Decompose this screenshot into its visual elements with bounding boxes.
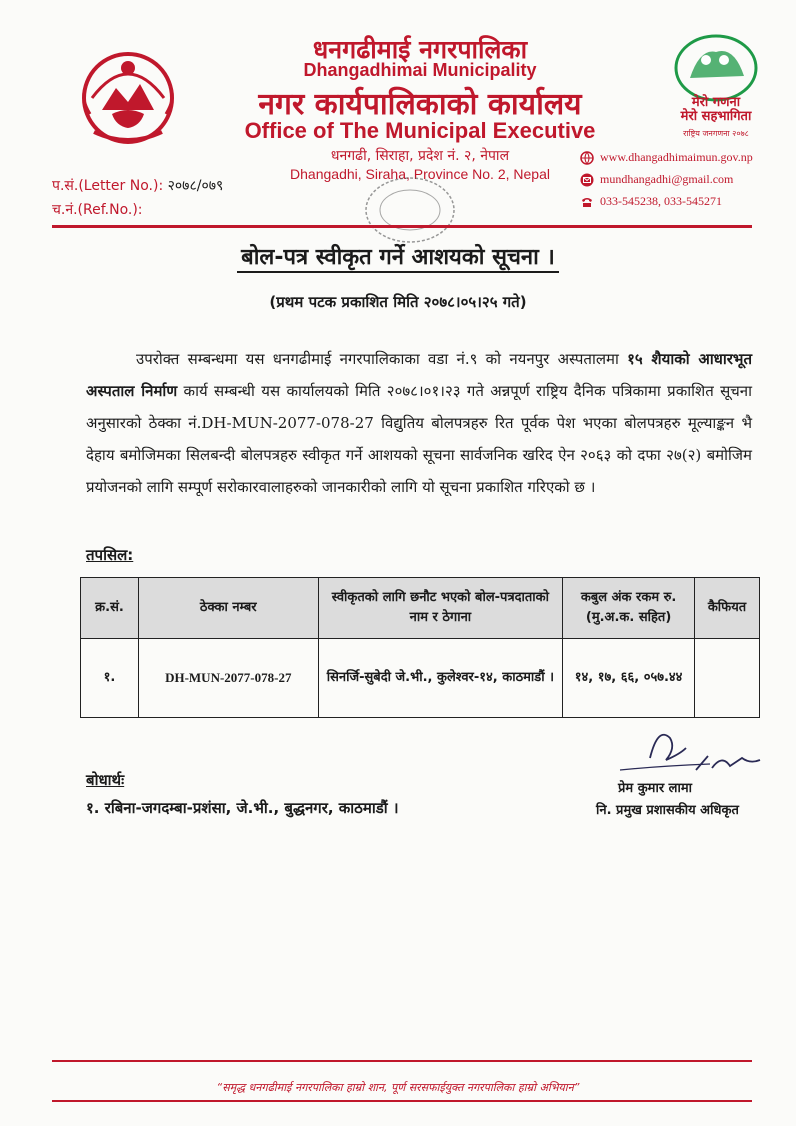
notice-body <box>86 343 752 503</box>
award-table <box>80 577 760 718</box>
office-name-np: नगर कार्यपालिकाको कार्यालय <box>258 87 582 122</box>
address-np: धनगढी, सिराहा, प्रदेश नं. २, नेपाल <box>330 148 510 164</box>
slogan-line-3: राष्ट्रिय जनगणना २०७८ <box>683 129 749 138</box>
col-header-sn: क्र.सं. <box>81 578 139 639</box>
col-header-amount: कबुल अंक रकम रु. (मु.अ.क. सहित) <box>563 578 695 639</box>
notice-body-bold: १५ शैयाको आधारभूत अस्पताल निर्माण <box>86 350 752 400</box>
nepal-emblem-logo <box>72 40 184 152</box>
cc-item: १. रबिना-जगदम्बा-प्रशंसा, जे.भी., बुद्धनगर, काठमाडौं । <box>86 799 399 817</box>
phone-text: 033-545238, 033-545271 <box>600 194 722 208</box>
header-divider <box>52 225 752 228</box>
footer-slogan: “समृद्ध धनगढीमाई नगरपालिका हाम्रो शान, पूर्ण सरसफाईयुक्त नगरपालिका हाम्रो अभियान” <box>216 1081 580 1094</box>
notice-title-text: बोल-पत्र स्वीकृत गर्ने आशयको सूचना । <box>237 245 559 273</box>
website-text: www.dhangadhimaimun.gov.np <box>600 150 753 164</box>
footer-divider-top <box>52 1060 752 1062</box>
table-header-row <box>81 578 760 639</box>
slogan-line-1: मेरो गणना <box>691 95 741 110</box>
notice-subtitle: (प्रथम पटक प्रकाशित मिति २०७८।०५।२५ गते) <box>269 293 527 311</box>
cc-label: बोधार्थः <box>86 771 125 789</box>
col-header-bidder: स्वीकृतको लागि छनौट भएको बोल-पत्रदाताको नाम र ठेगाना <box>318 578 563 639</box>
contact-website <box>580 150 753 165</box>
ref-no-label: च.नं.(Ref.No.): <box>52 202 143 218</box>
phone-icon <box>580 195 594 209</box>
col-header-remarks: कैफियत <box>695 578 760 639</box>
office-stamp <box>350 170 470 250</box>
slogan-line-2: मेरो सहभागिता <box>680 109 752 124</box>
email-icon <box>580 173 594 187</box>
office-name-en: Office of The Municipal Executive <box>244 118 596 143</box>
footer-divider-bottom <box>52 1100 752 1102</box>
cell-bidder: सिनर्जि-सुबेदी जे.भी., कुलेश्वर-१४, काठमाडौं । <box>318 639 563 718</box>
signatory-designation: नि. प्रमुख प्रशासकीय अधिकृत <box>596 803 739 818</box>
ref-no-line <box>52 200 143 219</box>
census-slogan-logo <box>660 30 772 140</box>
globe-icon <box>580 151 594 165</box>
table-row <box>81 639 760 718</box>
municipality-name-np: धनगढीमाई नगरपालिका <box>312 35 528 64</box>
col-header-contract: ठेक्का नम्बर <box>138 578 318 639</box>
letter-no-label: प.सं.(Letter No.): <box>52 178 164 194</box>
notice-body-part1: उपरोक्त सम्बन्धमा यस धनगढीमाई नगरपालिकाका वडा नं.९ को नयनपुर अस्पतालमा <box>136 350 628 368</box>
letter-no-line <box>52 176 223 195</box>
cell-sn: १. <box>81 639 139 718</box>
cell-contract-no: DH-MUN-2077-078-27 <box>138 639 318 718</box>
signatory-name: प्रेम कुमार लामा <box>618 781 692 796</box>
municipality-name-en: Dhangadhimai Municipality <box>303 60 537 80</box>
notice-body-part2: कार्य सम्बन्धी यस कार्यालयको मिति २०७८।०१।२३ गते अन्नपूर्ण राष्ट्रिय दैनिक पत्रिकामा प्रकाशित सूचना अनुसारको ठेक्का नं.DH-MUN-2077-078-27 विद्युतिय बोलपत्रहरु रित पूर्वक पेश भएका बोलपत्रहरु मूल्याङ्कन भै देहाय बमोजिमका सिलबन्दी बोलपत्रहरु स्वीकृत गर्ने आशयको सूचना सार्वजनिक खरिद ऐन २०६३ को दफा २७(२) बमोजिम प्रयोजनको लागि सम्पूर्ण सरोकारवालाहरुको जानकारीको लागि यो सूचना प्रकाशित गरिएको छ । <box>86 382 752 496</box>
contact-email <box>580 172 733 187</box>
cell-amount: १४, १७, ६६, ०५७.४४ <box>563 639 695 718</box>
address-en: Dhangadhi, Siraha, Province No. 2, Nepal <box>290 166 550 182</box>
email-text: mundhangadhi@gmail.com <box>600 172 734 186</box>
notice-title <box>0 241 796 271</box>
cell-remarks <box>695 639 760 718</box>
letter-no-value: २०७८/०७९ <box>167 178 224 194</box>
details-label: तपसिल: <box>86 546 134 564</box>
contact-phone <box>580 194 722 209</box>
